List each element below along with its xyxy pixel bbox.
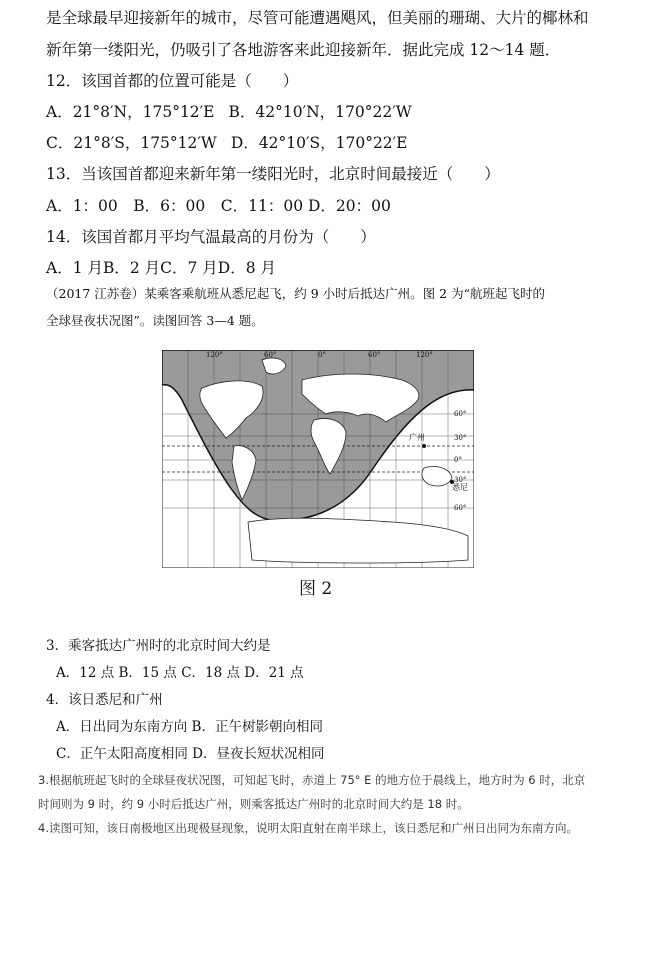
guangzhou-label: 广州: [409, 433, 425, 442]
lon-label: 120°: [206, 351, 223, 359]
lat-label: 60°: [454, 410, 467, 418]
q12-option-a: A．21°8′N，175°12′E: [46, 103, 215, 121]
q3-stem: 3．乘客抵达广州时的北京时间大约是: [46, 638, 271, 654]
lat-label: 30°: [454, 476, 467, 484]
day-night-map: [162, 350, 474, 568]
q13-options: A．1：00 B．6：00 C．11：00 D．20：00: [46, 197, 391, 215]
q4-options-line-2: C．正午太阳高度相同 D．昼夜长短状况相同: [56, 746, 325, 762]
passage-line-1: （2017 江苏卷）某乘客乘航班从悉尼起飞，约 9 小时后抵达广州。图 2 为“航班起飞时的: [46, 286, 545, 301]
q12-option-b: B．42°10′N，170°22′W: [228, 103, 412, 121]
q12-option-d: D．42°10′S，170°22′E: [230, 134, 408, 152]
sydney-label: 悉尼: [452, 483, 468, 492]
answer-4-line-1: 4.读图可知，该日南极地区出现极昼现象，说明太阳直射在南半球上，该日悉尼和广州日出同为东南方向。: [38, 821, 578, 835]
q4-stem: 4．该日悉尼和广州: [46, 692, 163, 708]
lat-label: 60°: [454, 504, 467, 512]
lat-label: 30°: [454, 434, 467, 442]
figure-caption: 图 2: [299, 579, 333, 599]
answer-3-line-1: 3.根据航班起飞时的全球昼夜状况图，可知起飞时，赤道上 75° E 的地方位于晨线上，地方时为 6 时，北京: [38, 773, 586, 787]
q12-options-cd: [46, 133, 408, 153]
lon-label: 120°: [416, 351, 433, 359]
lon-label: 0°: [318, 351, 326, 359]
q13-stem: 13．当该国首都迎来新年第一缕阳光时，北京时间最接近（ ）: [46, 165, 500, 183]
q14-stem: 14．该国首都月平均气温最高的月份为（ ）: [46, 228, 376, 246]
intro-line-2: 新年第一缕阳光，仍吸引了各地游客来此迎接新年．据此完成 12～14 题．: [46, 41, 561, 59]
q4-options-line-1: A．日出同为东南方向 B．正午树影朝向相同: [56, 719, 323, 735]
lon-label: 60°: [264, 351, 277, 359]
q12-options-ab: [46, 102, 412, 122]
intro-line-1: 是全球最早迎接新年的城市，尽管可能遭遇飓风，但美丽的珊瑚、大片的椰林和: [46, 9, 589, 27]
q12-option-c: C．21°8′S，175°12′W: [46, 134, 217, 152]
passage-line-2: 全球昼夜状况图”。读图回答 3—4 题。: [46, 313, 264, 328]
lat-label: 0°: [454, 456, 462, 464]
guangzhou-dot: [422, 444, 426, 448]
q3-options: A．12 点 B．15 点 C．18 点 D．21 点: [56, 665, 304, 681]
answer-3-line-2: 时间则为 9 时，约 9 小时后抵达广州，则乘客抵达广州时的北京时间大约是 18 时。: [38, 797, 469, 811]
lon-label: 60°: [368, 351, 381, 359]
q12-stem: 12．该国首都的位置可能是（ ）: [46, 72, 299, 90]
q14-options: A．1 月B．2 月C．7 月D．8 月: [46, 259, 277, 277]
